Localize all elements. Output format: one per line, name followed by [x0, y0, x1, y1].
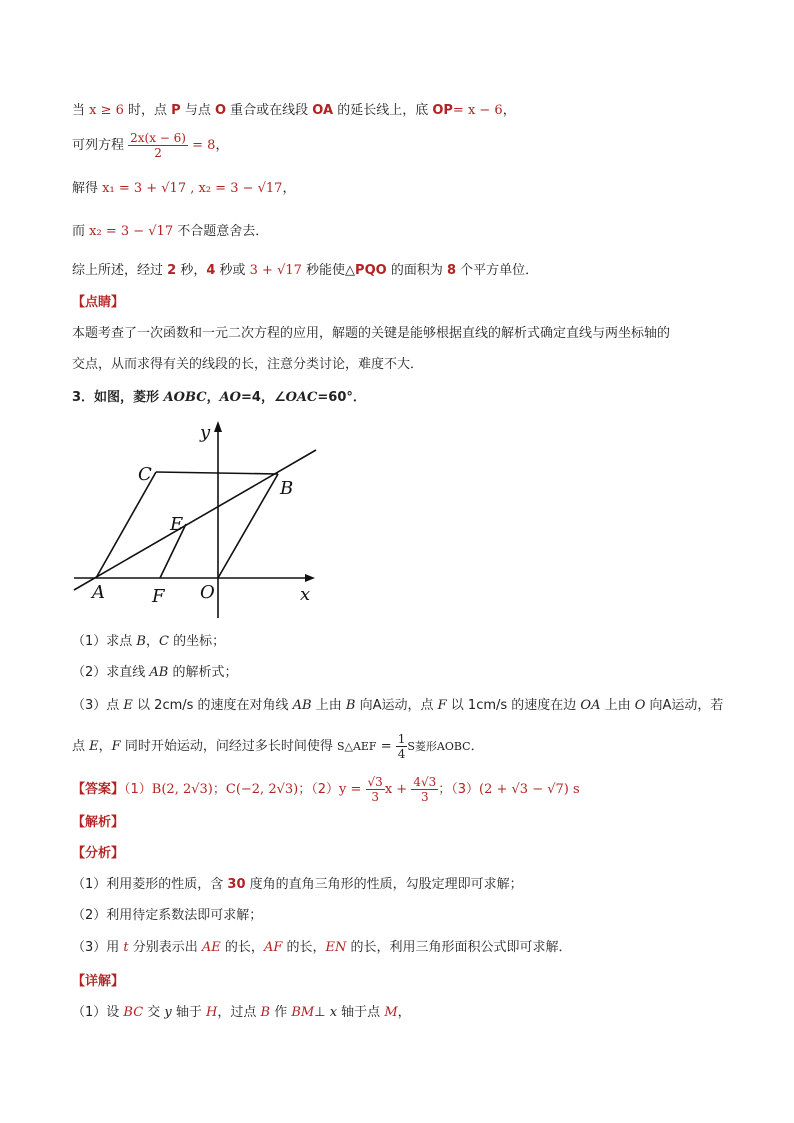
point-p: P — [171, 103, 181, 118]
text: 以 2cm/s 的速度在对角线 — [132, 698, 293, 713]
text: =60°． — [317, 390, 366, 405]
fraction-denominator: 4 — [397, 747, 406, 761]
value-2: 2 — [167, 263, 177, 278]
side-cb — [156, 472, 278, 474]
label-c: C — [138, 464, 152, 485]
solution-line-1 — [72, 102, 516, 120]
answer-x: x + — [384, 782, 412, 797]
text: 的解析式； — [168, 665, 238, 680]
point-h: H — [206, 1005, 218, 1020]
text: ；（2） — [298, 782, 340, 797]
text: 轴于 — [171, 1005, 207, 1020]
value-4: 4 — [206, 263, 216, 278]
answer-slope-fraction — [366, 775, 385, 804]
text: 可列方程 — [72, 138, 129, 153]
point-c: C — [158, 634, 169, 649]
question-number: 3． — [72, 390, 95, 405]
point-m: M — [384, 1005, 398, 1020]
x-axis-arrow-icon — [305, 574, 315, 582]
value-3-plus-sqrt17: 3 + √17 — [249, 263, 302, 278]
dianjing-text-1: 本题考查了一次函数和一元二次方程的应用，解题的关键是能够根据直线的解析式确定直线与两坐标轴的 — [72, 326, 671, 341]
math-op-expression: = x − 6 — [452, 103, 503, 118]
answer-label: 【答案】 — [72, 782, 125, 797]
area-rhombus: S菱形AOBC — [407, 740, 471, 753]
text: 如图，菱形 — [94, 390, 164, 405]
text: 重合或在线段 — [226, 103, 313, 118]
text: ⊥ — [314, 1005, 330, 1020]
segment-af: AF — [263, 940, 283, 955]
label-e: E — [170, 514, 184, 535]
text: = — [376, 739, 396, 754]
y-label: y — [200, 422, 211, 443]
x-axis-name: x — [329, 1005, 338, 1020]
text: 向A运动，若 — [645, 698, 724, 713]
text: ， — [282, 181, 296, 196]
text: 向A运动，点 — [355, 698, 438, 713]
label-a: A — [92, 582, 105, 603]
rhombus-name: AOBC — [163, 390, 207, 405]
answer-line — [72, 775, 580, 804]
subquestion-2 — [72, 664, 238, 682]
answer-point-c: C(−2, 2√3) — [225, 782, 299, 797]
answer-intercept-fraction — [411, 775, 438, 804]
triangle-pqo: PQO — [355, 263, 387, 278]
text: 以 1cm/s 的速度在边 — [446, 698, 581, 713]
text: ， — [215, 138, 229, 153]
text: ， — [98, 739, 112, 754]
math-condition: x ≥ 6 — [89, 103, 124, 118]
text: 度角的直角三角形的性质，勾股定理即可求解； — [245, 877, 523, 892]
text: 秒， — [176, 263, 207, 278]
dianjing-label: 【点睛】 — [72, 295, 125, 310]
text: 综上所述，经过 — [72, 263, 168, 278]
fraction-numerator: √3 — [367, 775, 383, 789]
segment-en: EN — [325, 940, 347, 955]
one-quarter-fraction — [396, 732, 408, 761]
text: 轴于点 — [337, 1005, 385, 1020]
text: 不合题意舍去． — [173, 224, 269, 239]
y-axis-arrow-icon — [214, 421, 222, 432]
fenxi-step-1 — [72, 876, 523, 894]
subquestion-3-line-2 — [72, 732, 484, 761]
solution-line-4 — [72, 223, 268, 241]
angle-oac: OAC — [285, 390, 318, 405]
text: ， — [397, 1005, 411, 1020]
segment-op: OP — [432, 103, 453, 118]
fraction-numerator: 2x(x − 6) — [130, 131, 186, 145]
y-axis-name: y — [164, 1005, 172, 1020]
diagonal-ab: AB — [292, 698, 312, 713]
point-b: B — [345, 698, 356, 713]
text: 上由 — [311, 698, 346, 713]
line-ab — [74, 450, 316, 590]
segment-oa: OA — [312, 103, 334, 118]
fenxi-step-3 — [72, 939, 572, 957]
answer-time: (2 + √3 − √7) s — [479, 782, 580, 797]
text: 的长， — [282, 940, 326, 955]
jiexi-label: 【解析】 — [72, 815, 125, 830]
text: （1）求点 — [72, 634, 137, 649]
text: ， — [145, 634, 159, 649]
segment-bm: BM — [291, 1005, 315, 1020]
text: ，过点 — [217, 1005, 261, 1020]
text: （1）利用菱形的性质，含 — [72, 877, 228, 892]
segment-ao: AO — [219, 390, 242, 405]
text: （1） — [124, 782, 152, 797]
dianjing-text-2: 交点，从而求得有关的线段的长，注意分类讨论，难度不大． — [72, 357, 424, 372]
label-o: O — [200, 582, 215, 603]
text: ， — [502, 103, 516, 118]
text: 同时开始运动，问经过多长时间使得 — [120, 739, 337, 754]
equation-rhs: = 8 — [188, 138, 216, 153]
text: 解得 — [72, 181, 103, 196]
math-roots: x₁ = 3 + √17 , x₂ = 3 − √17 — [102, 181, 283, 196]
text: （1）设 — [72, 1005, 124, 1020]
area-aef: S△AEF — [336, 740, 377, 753]
equation-fraction — [128, 131, 188, 160]
subquestion-3-line-1 — [72, 697, 723, 715]
xiangjie-step-1 — [72, 1004, 411, 1022]
segment-ae: AE — [201, 940, 221, 955]
text: 秒能使△ — [301, 263, 356, 278]
text: 的面积为 — [386, 263, 447, 278]
text: （3）点 — [72, 698, 124, 713]
point-o: O — [634, 698, 646, 713]
point-f: F — [437, 698, 447, 713]
solution-summary — [72, 262, 538, 280]
text: ； — [212, 782, 226, 797]
text: ． — [470, 739, 484, 754]
text: （2）求直线 — [72, 665, 150, 680]
solution-line-3 — [72, 180, 295, 198]
text: 而 — [72, 224, 90, 239]
value-8: 8 — [446, 263, 456, 278]
point-b: B — [260, 1005, 271, 1020]
text: 的坐标； — [168, 634, 226, 649]
variable-t: t — [123, 940, 129, 955]
question-3 — [72, 389, 366, 407]
fraction-denominator: 2 — [154, 146, 162, 160]
point-e: E — [89, 739, 99, 754]
subquestion-1 — [72, 633, 225, 651]
text: 的延长线上，底 — [333, 103, 433, 118]
fraction-numerator: 1 — [397, 732, 406, 746]
text: 时，点 — [123, 103, 172, 118]
fenxi-label: 【分析】 — [72, 846, 125, 861]
point-e: E — [123, 698, 133, 713]
point-f: F — [111, 739, 121, 754]
text: 的长，利用三角形面积公式即可求解． — [346, 940, 572, 955]
fraction-denominator: 3 — [371, 790, 379, 804]
text: 上由 — [600, 698, 635, 713]
rhombus-figure — [72, 418, 322, 618]
text: 交 — [143, 1005, 165, 1020]
x-label: x — [300, 584, 311, 605]
label-b: B — [280, 478, 294, 499]
text: （3）用 — [72, 940, 124, 955]
line-ab-name: AB — [149, 665, 169, 680]
fenxi-step-2: （2）利用待定系数法即可求解； — [72, 908, 263, 923]
text: 与点 — [180, 103, 215, 118]
text: 分别表示出 — [128, 940, 202, 955]
text: 当 — [72, 103, 90, 118]
answer-y: y = — [339, 782, 366, 797]
side-ac — [96, 472, 156, 578]
text: 点 — [72, 739, 90, 754]
label-f: F — [152, 586, 165, 607]
text: =4，∠ — [241, 390, 286, 405]
answer-point-b: B(2, 2√3) — [151, 782, 213, 797]
math-rejected-root: x₂ = 3 − √17 — [89, 224, 174, 239]
text: 秒或 — [215, 263, 250, 278]
point-b: B — [136, 634, 146, 649]
value-30: 30 — [227, 877, 246, 892]
text: 的长， — [220, 940, 264, 955]
text: 作 — [270, 1005, 292, 1020]
point-o: O — [214, 103, 227, 118]
text: 个平方单位． — [456, 263, 539, 278]
xiangjie-label: 【详解】 — [72, 974, 125, 989]
solution-line-2 — [72, 131, 228, 160]
segment-bc: BC — [123, 1005, 144, 1020]
fraction-numerator: 4√3 — [413, 775, 437, 789]
fraction-denominator: 3 — [420, 790, 429, 804]
side-oa: OA — [580, 698, 601, 713]
text: ；（3） — [438, 782, 480, 797]
text: ， — [206, 390, 220, 405]
